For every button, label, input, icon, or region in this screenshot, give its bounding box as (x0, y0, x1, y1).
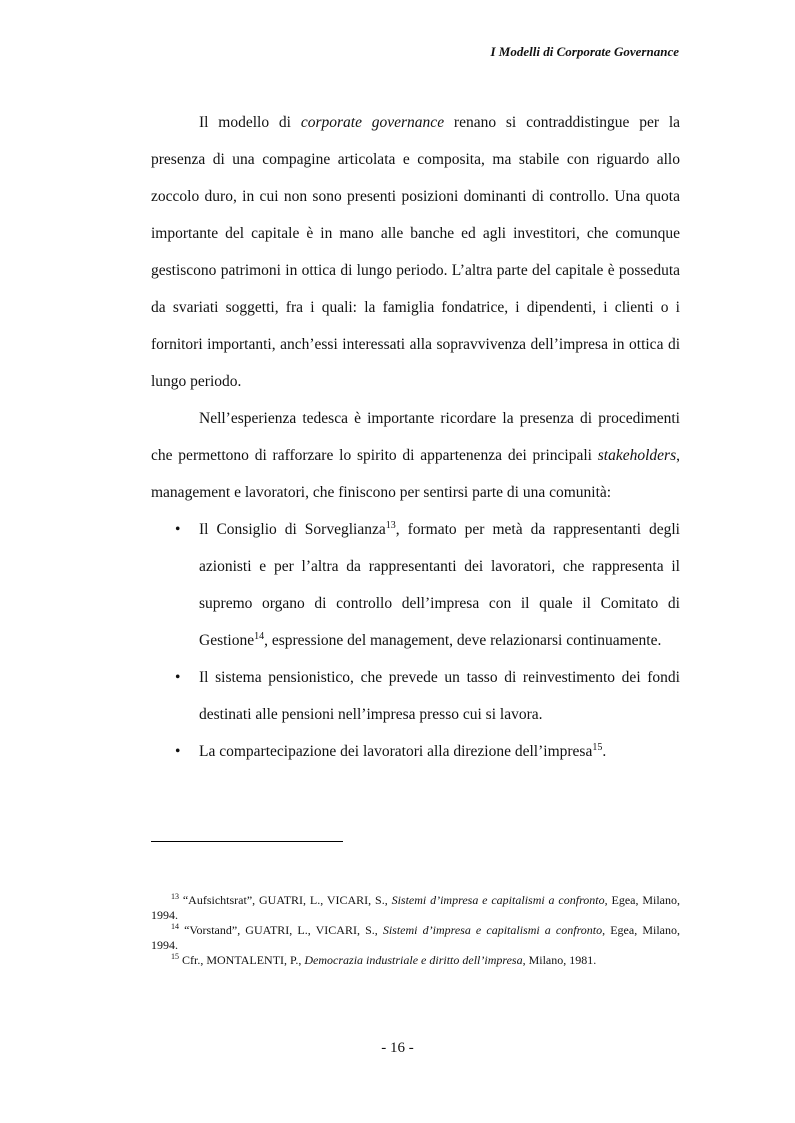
footnotes (151, 893, 680, 968)
footnote-15-text-b: , Milano, 1981. (522, 953, 597, 967)
footnote-15 (151, 953, 680, 968)
bullet-3-text-a: La compartecipazione dei lavoratori alla direzione dell’impresa (199, 743, 593, 760)
footnote-number: 14 (171, 922, 179, 931)
footnote-13-text-a: “Aufsichtsrat”, GUATRI, L., VICARI, S., (179, 893, 392, 907)
footnote-ref-14[interactable]: 14 (254, 631, 265, 642)
main-text (151, 104, 680, 770)
footnote-14-title: Sistemi d’impresa e capitalismi a confronto (382, 923, 603, 937)
p1-text-c: renano si contraddistingue per la presenza di una compagine articolata e composita, ma stabile con riguardo allo zoccolo duro, in cui non sono presenti posizioni dominanti di controllo. Una quota importante del capitale è in mano alle banche ed agli investitori, che comunque gestiscono patrimoni in ottica di lungo periodo. L’altra parte del capitale è posseduta da svariati soggetti, fra i quali: la famiglia fondatrice, i dipendenti, i clienti o i fornitori importanti, anch’essi interessati alla sopravvivenza dell’impresa in ottica di lungo periodo. (151, 114, 681, 390)
footnote-14-text-a: “Vorstand”, GUATRI, L., VICARI, S., (179, 923, 383, 937)
bullet-list (151, 511, 680, 770)
footnote-15-title: Democrazia industriale e diritto dell’impresa (304, 953, 523, 967)
footnote-14-text-b: , Egea, Milano, 1994. (151, 923, 680, 952)
footnote-ref-15[interactable]: 15 (592, 742, 603, 753)
p1-text-a: Il modello di (199, 114, 301, 131)
paragraph-1 (151, 104, 680, 400)
footnote-separator (151, 841, 343, 842)
footnote-14 (151, 923, 680, 953)
footnote-ref-13[interactable]: 13 (385, 520, 396, 531)
footnote-15-text-a: Cfr., MONTALENTI, P., (179, 953, 305, 967)
bullet-item-3 (151, 733, 680, 770)
p1-emphasis: corporate governance (300, 114, 445, 131)
footnote-13-text-b: , Egea, Milano, 1994. (151, 893, 681, 922)
running-header: I Modelli di Corporate Governance (490, 44, 679, 59)
p2-emphasis: stakeholders (597, 447, 677, 464)
bullet-1-text-b: , formato per metà da rappresentanti degli azionisti e per l’altra da rappresentanti dei lavoratori, che rappresenta il supremo organo di controllo dell’impresa con il quale il Comitato di Gestione (199, 521, 680, 649)
p2-text-c: , management e lavoratori, che finiscono per sentirsi parte di una comunità: (151, 447, 680, 501)
bullet-icon: • (175, 669, 181, 686)
bullet-icon: • (175, 743, 181, 760)
bullet-3-text-b: . (602, 743, 607, 760)
footnote-13 (151, 893, 680, 923)
bullet-icon: • (175, 521, 181, 538)
p2-text-a: Nell’esperienza tedesca è importante ricordare la presenza di procedimenti che permettono di rafforzare lo spirito di appartenenza dei principali (151, 410, 680, 464)
bullet-item-1 (151, 511, 680, 659)
page-number: - 16 - (381, 1040, 414, 1056)
paragraph-2 (151, 400, 680, 511)
bullet-2-text: Il sistema pensionistico, che prevede un tasso di reinvestimento dei fondi destinati alle pensioni nell’impresa presso cui si lavora. (199, 669, 680, 723)
bullet-1-text-a: Il Consiglio di Sorveglianza (199, 521, 386, 538)
footnote-number: 13 (171, 892, 179, 901)
bullet-1-text-c: , espressione del management, deve relazionarsi continuamente. (264, 632, 662, 649)
bullet-item-2 (151, 659, 680, 733)
footnote-number: 15 (171, 952, 179, 961)
footnote-13-title: Sistemi d’impresa e capitalismi a confronto (391, 893, 605, 907)
